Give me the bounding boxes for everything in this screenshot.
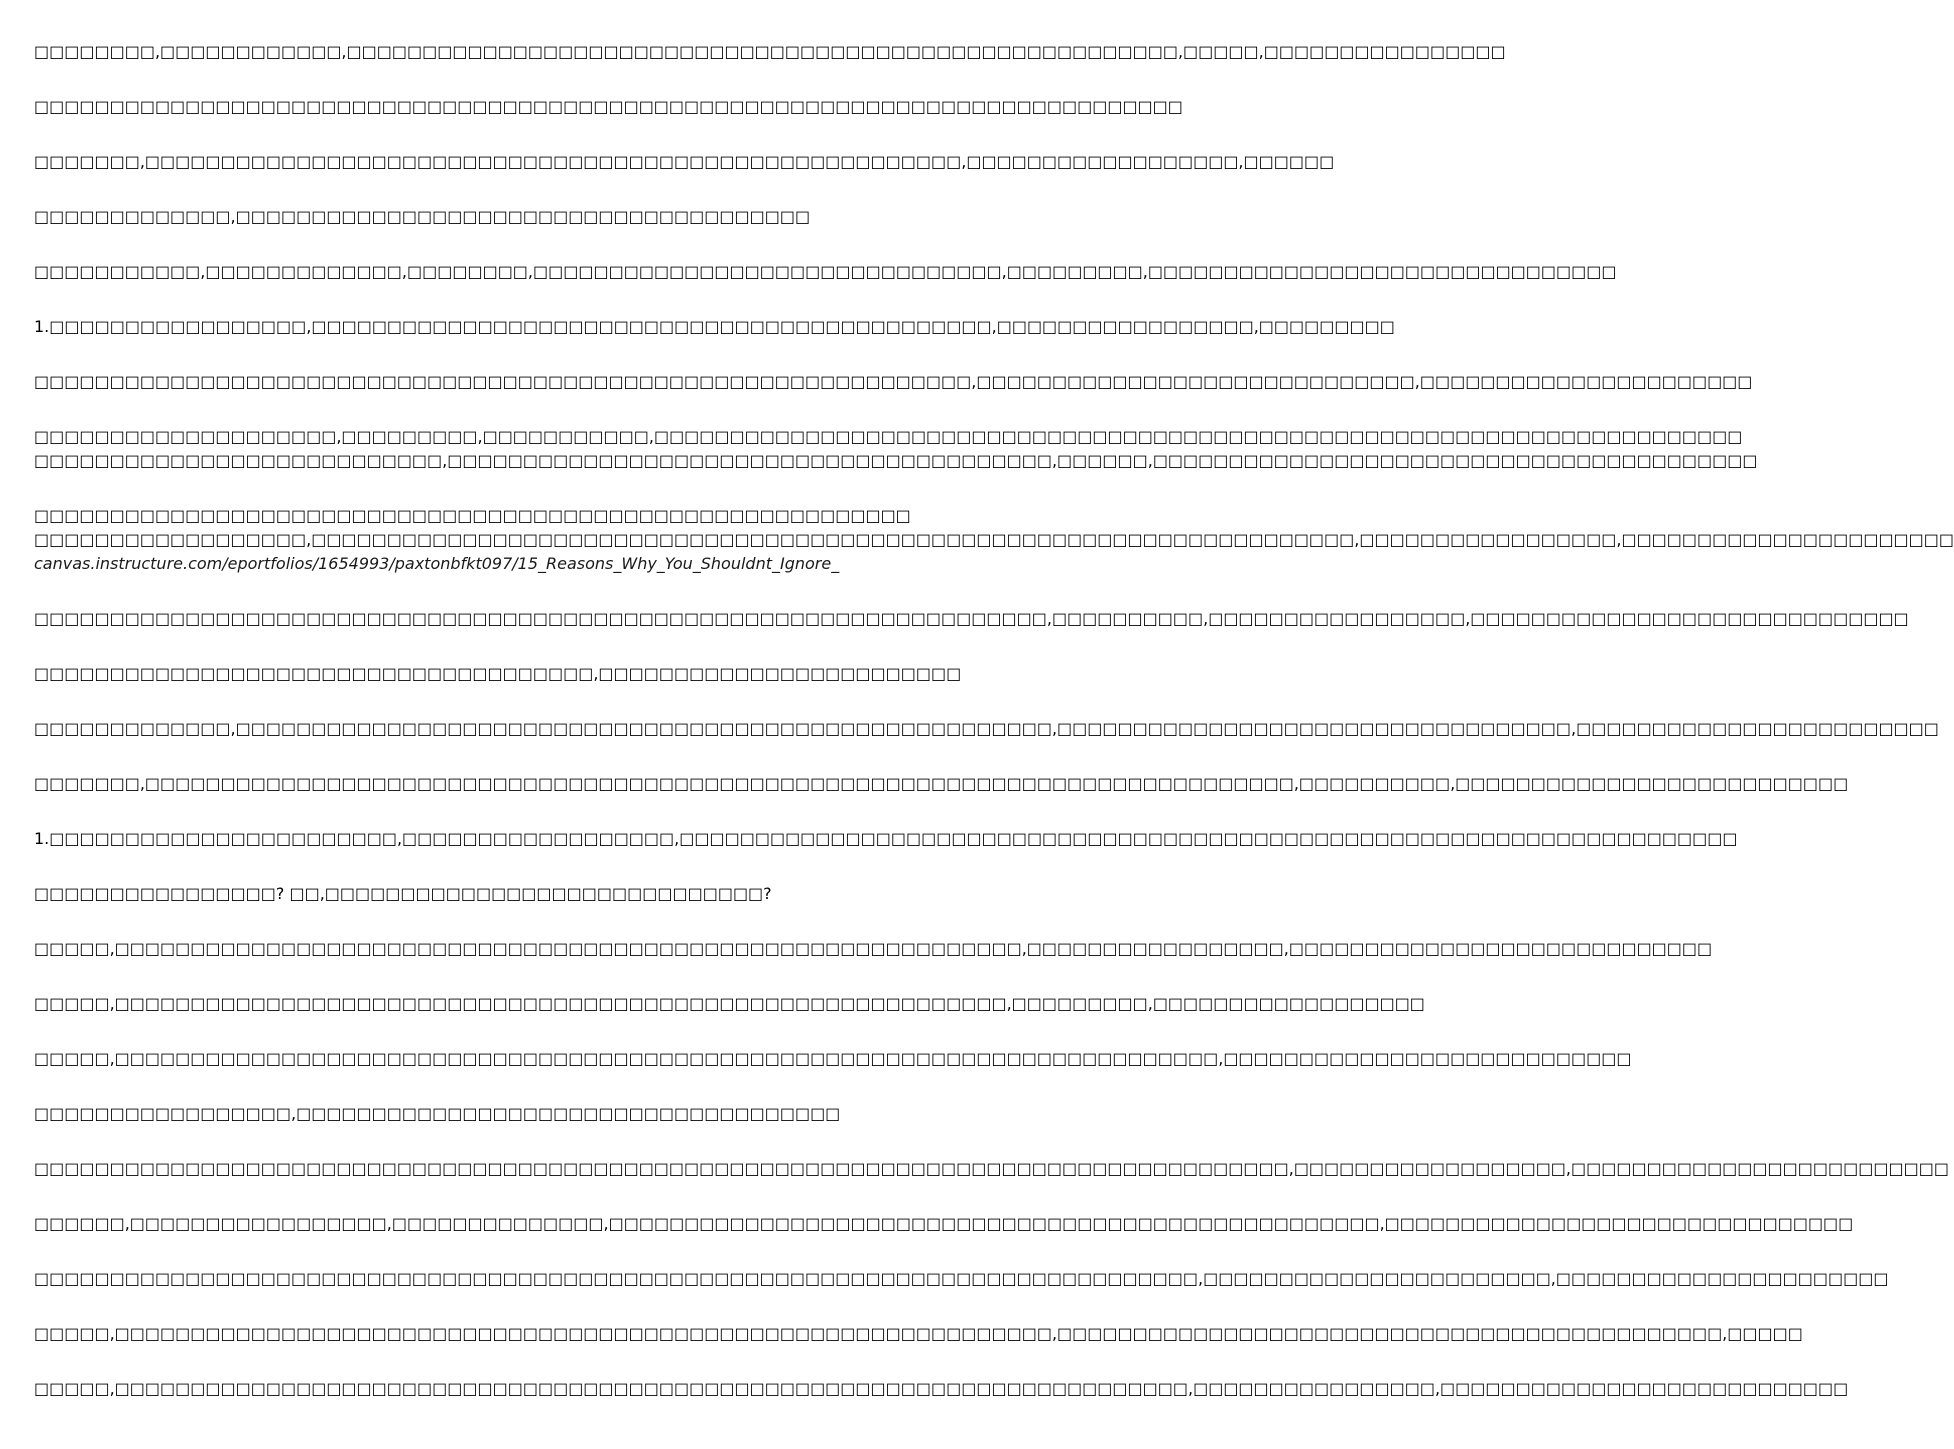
text-line: □□□□□□□□□□□□□□□□□□□□,□□□□□□□□□,□□□□□□□□□□□,□□□□□□□□□□□□□□□□□□□□□□□□□□□□□□□□□□□□□□□□□□□□□□□□□□□□□□□□□□□□□□□□□□□□□□□□: [34, 427, 1743, 446]
paragraph: [34, 937, 1713, 961]
text-line: □□□□□,□□□□□□□□□□□□□□□□□□□□□□□□□□□□□□□□□□□□□□□□□□□□□□□□□□□□□□□□□□□□,□□□□□□□□□□□□□□□□□,□□□□□□□□□□□□□□□□□□□□□□□□□□□□: [34, 939, 1713, 958]
document-body: [34, 40, 1954, 1432]
text-line: □□□□□□□□□□□,□□□□□□□□□□□□□,□□□□□□□□,□□□□□□□□□□□□□□□□□□□□□□□□□□□□□□□,□□□□□□□□□,□□□□□□□□□□□□□□□□□□□□□□□□□□□□□□□: [34, 262, 1617, 281]
paragraph: [34, 717, 1939, 741]
paragraph: [34, 260, 1617, 284]
paragraph: [34, 662, 990, 686]
link-line: [34, 552, 990, 576]
paragraph: [34, 95, 1183, 119]
paragraph: [34, 205, 990, 229]
text-line: □□□□□□□□□□□□□□□□□□□□□□□□□□□□□□□□□□□□□□□□□□□□□□□□□□□□□□□□□□□□□□□□□□□□□□□□□□□□□□□□□□□,□□□□□□□□□□□□□□□□□□,□□□□□□□□□□□□□□□□□□□□□□□□□: [34, 1159, 1949, 1178]
text-line: □□□□□□□□□□□□□□□□□□□□□□□□□□□□□□□□□□□□□□□□□□□□□□□□□□□□□□□□□□: [34, 506, 911, 525]
text-line: □□□□□□□,□□□□□□□□□□□□□□□□□□□□□□□□□□□□□□□□□□□□□□□□□□□□□□□□□□□□□□,□□□□□□□□□□□□□□□□□□,□□□□□□: [34, 152, 1335, 171]
text-line: □□□□□□□□,□□□□□□□□□□□□,□□□□□□□□□□□□□□□□□□□□□□□□□□□□□□□□□□□□□□□□□□□□□□□□□□□□□□□,□□□□□,□□□□□□□□□□□□□□□□: [34, 42, 1506, 61]
text-line: □□□□□,□□□□□□□□□□□□□□□□□□□□□□□□□□□□□□□□□□□□□□□□□□□□□□□□□□□□□□□□□□□□□□□□□□□□□□□□□,□□□□□□□□□□□□□□□□□□□□□□□□□□□: [34, 1049, 1632, 1068]
portfolio-link[interactable]: canvas.instructure.com/eportfolios/1654993/paxtonbfkt097/15_Reasons_Why_You_Shouldnt_Ignore_: [34, 554, 840, 573]
text-line: □□□□□□□□□□□□□□□□□□,□□□□□□□□□□□□□□□□□□□□□□□□□□□□□□□□□□□□□□□□□□□□□□□□□□□□□□□□□□□□□□□□□□□□□,□□□□□□□□□□□□□□□□□,□□□□□□□□□□□□□□□□□□□□□□: [34, 530, 1954, 549]
text-line: 1.□□□□□□□□□□□□□□□□□□□□□□□,□□□□□□□□□□□□□□□□□□,□□□□□□□□□□□□□□□□□□□□□□□□□□□□□□□□□□□□□□□□□□□□□□□□□□□□□□□□□□□□□□□□□□□□□□: [34, 829, 1738, 848]
paragraph: [34, 1322, 1803, 1346]
paragraph: [34, 40, 1506, 64]
paragraph: [34, 504, 1954, 576]
paragraph: [34, 315, 1395, 339]
text-line: □□□□□□□□□□□□□□□□□□□□□□□□□□□□□□□□□□□□□□□□□□□□□□□□□□□□□□□□□□□□□□□□□□□,□□□□□□□□□□,□□□□□□□□□□□□□□□□□,□□□□□□□□□□□□□□□□□□□□□□□□□□□□□: [34, 609, 1909, 628]
text-line: □□□□□□□□□□□□□□□□? □□,□□□□□□□□□□□□□□□□□□□□□□□□□□□□□?: [34, 884, 772, 903]
text-line: 1.□□□□□□□□□□□□□□□□□,□□□□□□□□□□□□□□□□□□□□□□□□□□□□□□□□□□□□□□□□□□□□□,□□□□□□□□□□□□□□□□□,□□□□□□□□□: [34, 317, 1395, 336]
text-line: □□□□□□,□□□□□□□□□□□□□□□□□,□□□□□□□□□□□□□□,□□□□□□□□□□□□□□□□□□□□□□□□□□□□□□□□□□□□□□□□□□□□□□□□□□□,□□□□□□□□□□□□□□□□□□□□□□□□□□□□□□□: [34, 1214, 1854, 1233]
paragraph: [34, 425, 1758, 473]
text-line: □□□□□,□□□□□□□□□□□□□□□□□□□□□□□□□□□□□□□□□□□□□□□□□□□□□□□□□□□□□□□□□□□,□□□□□□□□□,□□□□□□□□□□□□□□□□□□: [34, 994, 1425, 1013]
text-line: □□□□□□□□□□□□□□□□□□□□□□□□□□□□□□□□□□□□□,□□□□□□□□□□□□□□□□□□□□□□□□: [34, 664, 962, 683]
text-line: □□□□□□□,□□□□□□□□□□□□□□□□□□□□□□□□□□□□□□□□□□□□□□□□□□□□□□□□□□□□□□□□□□□□□□□□□□□□□□□□□□□□,□□□□□□□□□□,□□□□□□□□□□□□□□□□□□□□□□□□□□: [34, 774, 1849, 793]
paragraph: [34, 607, 1909, 631]
text-line: □□□□□□□□□□□□□□□□□□□□□□□□□□□□□□□□□□□□□□□□□□□□□□□□□□□□□□□□□□□□□□,□□□□□□□□□□□□□□□□□□□□□□□□□□□□□,□□□□□□□□□□□□□□□□□□□□□□: [34, 372, 1753, 391]
text-line: □□□□□,□□□□□□□□□□□□□□□□□□□□□□□□□□□□□□□□□□□□□□□□□□□□□□□□□□□□□□□□□□□□□□□□□□□□□□□,□□□□□□□□□□□□□□□□,□□□□□□□□□□□□□□□□□□□□□□□□□□□: [34, 1379, 1849, 1398]
text-line: □□□□□□□□□□□□□,□□□□□□□□□□□□□□□□□□□□□□□□□□□□□□□□□□□□□□□□□□□□□□□□□□□□□□,□□□□□□□□□□□□□□□□□□□□□□□□□□□□□□□□□□,□□□□□□□□□□□□□□□□□□□□□□□□: [34, 719, 1939, 738]
paragraph: [34, 1377, 1849, 1401]
paragraph: [34, 1212, 1854, 1236]
text-line: □□□□□□□□□□□□□□□□□□□□□□□□□□□□□□□□□□□□□□□□□□□□□□□□□□□□□□□□□□□□□□□□□□□□□□□□□□□□: [34, 97, 1183, 116]
text-line: □□□□□□□□□□□□□,□□□□□□□□□□□□□□□□□□□□□□□□□□□□□□□□□□□□□□: [34, 207, 811, 226]
text-line: □□□□□□□□□□□□□□□□□□□□□□□□□□□,□□□□□□□□□□□□□□□□□□□□□□□□□□□□□□□□□□□□□□□□,□□□□□□,□□□□□□□□□□□□□□□□□□□□□□□□□□□□□□□□□□□□□□□□: [34, 451, 1758, 470]
paragraph: [34, 150, 1335, 174]
paragraph: [34, 1047, 1632, 1071]
paragraph: [34, 370, 1753, 394]
paragraph: [34, 992, 1425, 1016]
paragraph: [34, 1267, 1889, 1291]
text-line: □□□□□□□□□□□□□□□□□,□□□□□□□□□□□□□□□□□□□□□□□□□□□□□□□□□□□□: [34, 1104, 841, 1123]
paragraph: [34, 1157, 1949, 1181]
paragraph: [34, 772, 1849, 796]
text-line: □□□□□,□□□□□□□□□□□□□□□□□□□□□□□□□□□□□□□□□□□□□□□□□□□□□□□□□□□□□□□□□□□□□□,□□□□□□□□□□□□□□□□□□□□□□□□□□□□□□□□□□□□□□□□□□□□,□□□□□: [34, 1324, 1803, 1343]
paragraph: [34, 827, 1738, 851]
text-line: □□□□□□□□□□□□□□□□□□□□□□□□□□□□□□□□□□□□□□□□□□□□□□□□□□□□□□□□□□□□□□□□□□□□□□□□□□□□□,□□□□□□□□□□□□□□□□□□□□□□□,□□□□□□□□□□□□□□□□□□□□□□: [34, 1269, 1889, 1288]
paragraph: [34, 882, 990, 906]
paragraph: [34, 1102, 990, 1126]
